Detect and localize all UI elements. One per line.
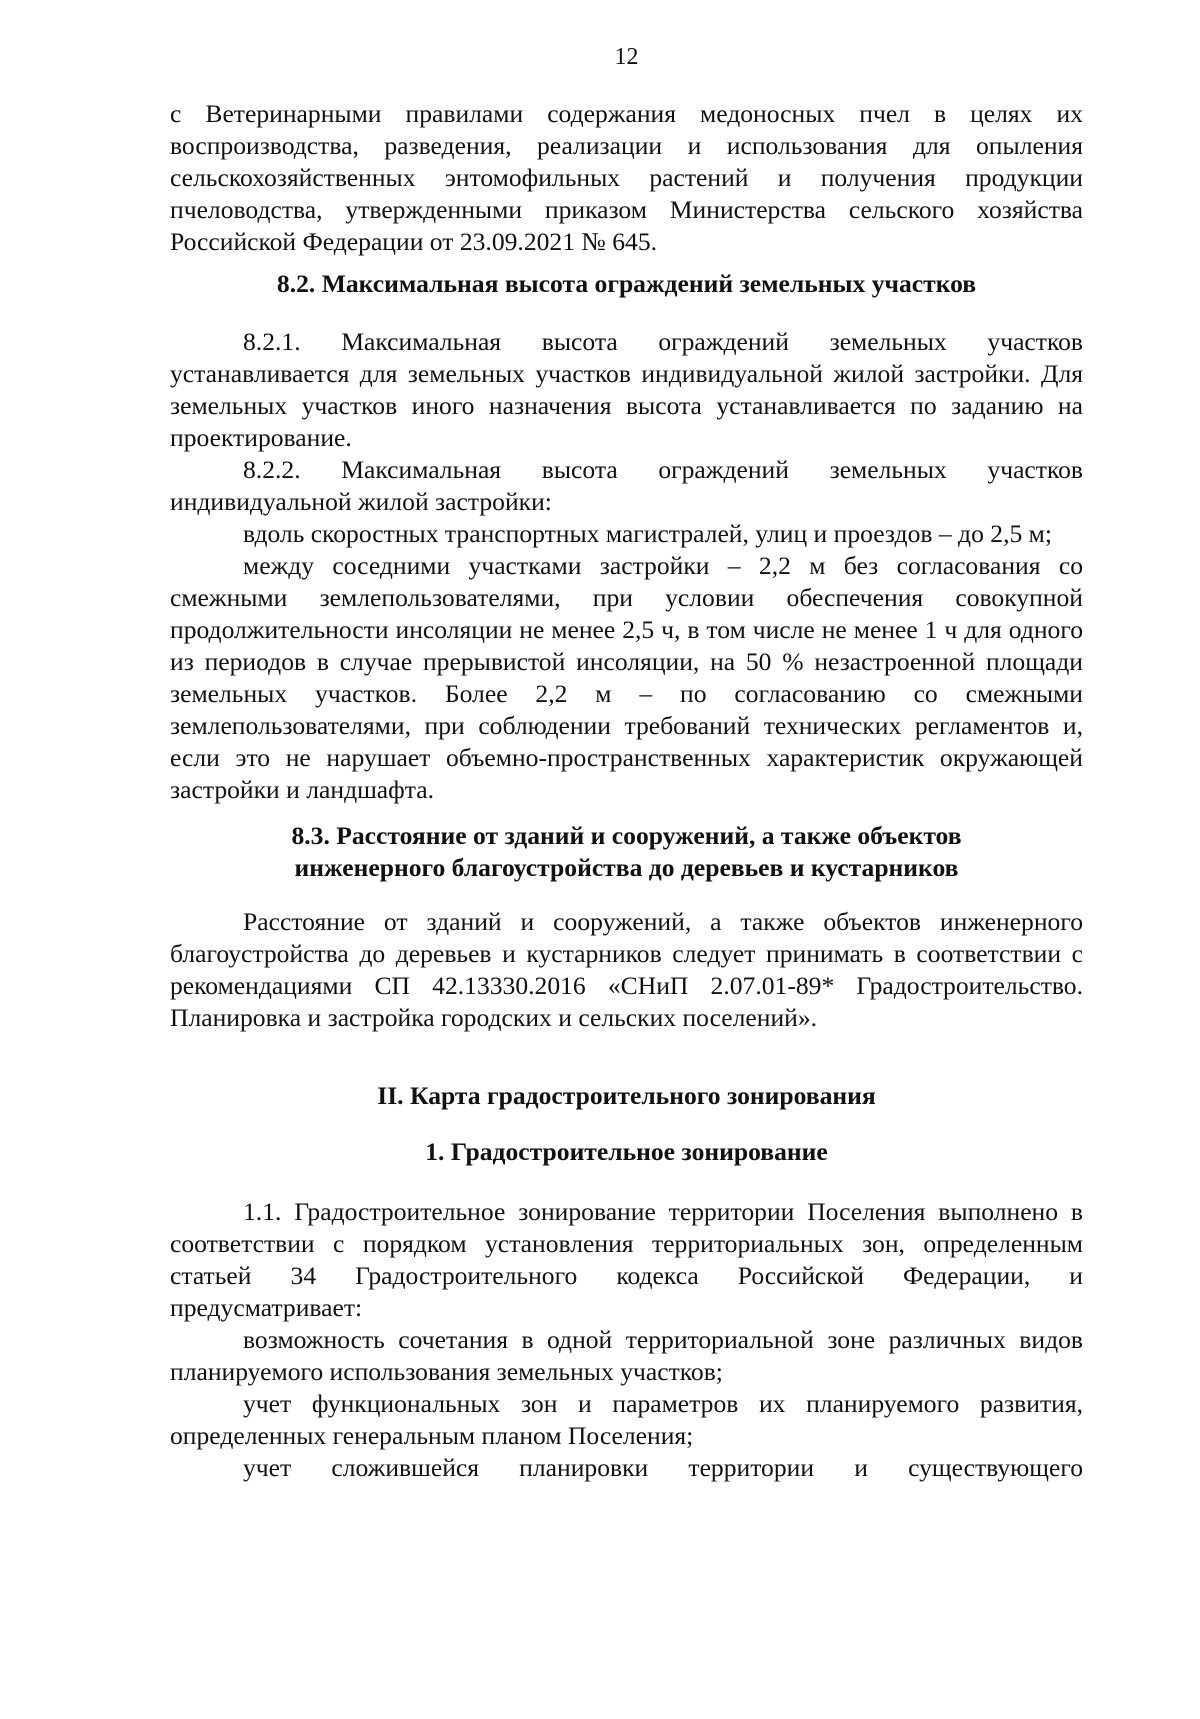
section-8-2-heading: 8.2. Максимальная высота ограждений земельных участков xyxy=(276,269,977,298)
section-8-3-heading-block xyxy=(170,820,1083,884)
part-2-heading-block xyxy=(170,1080,1083,1112)
paragraph-combination: возможность сочетания в одной территориальной зоне различных видов планируемого использования земельных участков; xyxy=(170,1325,1083,1386)
paragraph-between-plots: между соседними участками застройки – 2,2 м без согласования со смежными землепользователями, при условии обеспечения совокупной продолжительности инсоляции не менее 2,5 ч, в том числе не менее 1 ч для одного из периодов в случае прерывистой инсоляции, на 50 % незастроенной площади земельных участков. Более 2,2 м – по согласованию со смежными землепользователями, при соблюдении требований технических регламентов и, если это не нарушает объемно-пространственных характеристик окружающей застройки и ландшафта. xyxy=(170,551,1083,804)
section-8-3-heading-line1: 8.3. Расстояние от зданий и сооружений, а также объектов xyxy=(291,821,962,850)
intro-block xyxy=(170,98,1083,258)
page-number: 12 xyxy=(614,44,639,70)
intro-paragraph: с Ветеринарными правилами содержания медоносных пчел в целях их воспроизводства, разведения, реализации и использования для опыления сельскохозяйственных энтомофильных растений и получения продукции пчеловодства, утвержденными приказом Министерства сельского хозяйства Российской Федерации от 23.09.2021 № 645. xyxy=(170,99,1083,256)
section-1-heading: 1. Градостроительное зонирование xyxy=(425,1137,828,1166)
paragraph-8-2-1: 8.2.1. Максимальная высота ограждений земельных участков устанавливается для земельных участков индивидуальной жилой застройки. Для земельных участков иного назначения высота устанавливается по заданию на проектирование. xyxy=(170,327,1083,452)
section-8-2-heading-block xyxy=(170,268,1083,300)
section-1-body xyxy=(170,1196,1083,1484)
paragraph-8-3: Расстояние от зданий и сооружений, а также объектов инженерного благоустройства до деревьев и кустарников следует принимать в соответствии с рекомендациями СП 42.13330.2016 «СНиП 2.07.01-89* Градостроительство. Планировка и застройка городских и сельских поселений». xyxy=(170,907,1083,1032)
section-8-3-body xyxy=(170,906,1083,1034)
section-1-heading-block xyxy=(170,1136,1083,1168)
paragraph-along-highways: вдоль скоростных транспортных магистралей, улиц и проездов – до 2,5 м; xyxy=(243,519,1052,548)
section-8-2-body xyxy=(170,326,1083,806)
paragraph-existing-layout: учет сложившейся планировки территории и существующего xyxy=(243,1453,1083,1482)
part-2-heading: II. Карта градостроительного зонирования xyxy=(377,1081,876,1110)
paragraph-1-1: 1.1. Градостроительное зонирование территории Поселения выполнено в соответствии с порядком установления территориальных зон, определенным статьей 34 Градостроительного кодекса Российской Федерации, и предусматривает: xyxy=(170,1197,1083,1322)
paragraph-functional-zones: учет функциональных зон и параметров их планируемого развития, определенных генеральным планом Поселения; xyxy=(170,1389,1083,1450)
section-8-3-heading-line2: инженерного благоустройства до деревьев и кустарников xyxy=(294,853,959,882)
paragraph-8-2-2: 8.2.2. Максимальная высота ограждений земельных участков индивидуальной жилой застройки: xyxy=(170,455,1083,516)
